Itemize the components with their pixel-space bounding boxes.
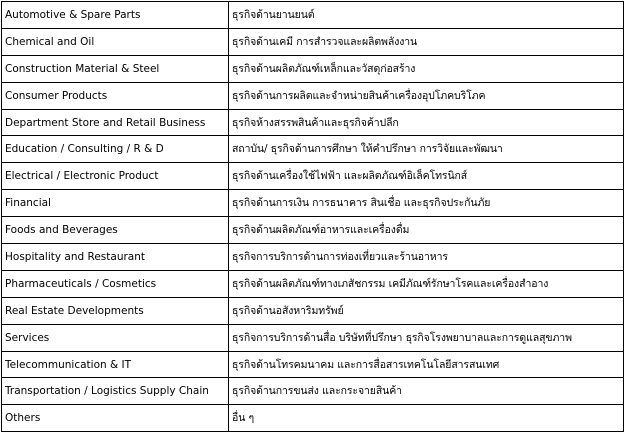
industry-description-th: ธุรกิจด้านเคมี การสำรวจและผลิตพลังงาน [229,28,624,55]
industry-name-en: Services [2,324,229,351]
industry-description-th: ธุรกิจด้านผลิตภัณฑ์ทางเภสัชกรรม เคมีภัณฑ์รักษาโรคและเครื่องสำอาง [229,270,624,297]
industry-name-en: Construction Material & Steel [2,55,229,82]
industry-name-en: Financial [2,190,229,217]
table-row [2,270,624,297]
industry-name-en: Others [2,405,229,432]
industry-name-en: Education / Consulting / R & D [2,136,229,163]
industry-name-en: Department Store and Retail Business [2,109,229,136]
table-row [2,55,624,82]
table-row [2,190,624,217]
table-row [2,324,624,351]
industry-name-en: Chemical and Oil [2,28,229,55]
industry-description-th: ธุรกิจด้านผลิตภัณฑ์เหล็กและวัสดุก่อสร้าง [229,55,624,82]
table-row [2,28,624,55]
table-row [2,109,624,136]
industry-description-th: ธุรกิจห้างสรรพสินค้าและธุรกิจค้าปลีก [229,109,624,136]
industry-name-en: Telecommunication & IT [2,351,229,378]
industry-description-th: ธุรกิจด้านเครื่องใช้ไฟฟ้า และผลิตภัณฑ์อิเล็คโทรนิกส์ [229,163,624,190]
table-row [2,378,624,405]
table-row [2,217,624,244]
industry-name-en: Transportation / Logistics Supply Chain [2,378,229,405]
industry-name-en: Automotive & Spare Parts [2,2,229,29]
industry-name-en: Pharmaceuticals / Cosmetics [2,270,229,297]
industry-name-en: Hospitality and Restaurant [2,244,229,271]
industry-name-en: Electrical / Electronic Product [2,163,229,190]
industry-name-en: Real Estate Developments [2,297,229,324]
industry-description-th: ธุรกิจด้านการขนส่ง และกระจายสินค้า [229,378,624,405]
industry-table [1,1,624,432]
table-row [2,351,624,378]
industry-description-th: อื่น ๆ [229,405,624,432]
industry-name-en: Consumer Products [2,82,229,109]
table-row [2,297,624,324]
industry-description-th: ธุรกิจด้านผลิตภัณฑ์อาหารและเครื่องดื่ม [229,217,624,244]
industry-name-en: Foods and Beverages [2,217,229,244]
table-row [2,136,624,163]
industry-description-th: สถาบัน/ ธุรกิจด้านการศึกษา ให้คำปรึกษา การวิจัยและพัฒนา [229,136,624,163]
table-row [2,244,624,271]
industry-description-th: ธุรกิจด้านยานยนต์ [229,2,624,29]
table-body [2,2,624,432]
table-row [2,405,624,432]
industry-description-th: ธุรกิจด้านโทรคมนาคม และการสื่อสารเทคโนโลยีสารสนเทศ [229,351,624,378]
industry-description-th: ธุรกิจด้านการเงิน การธนาคาร สินเชื่อ และธุรกิจประกันภัย [229,190,624,217]
table-row [2,82,624,109]
table-row [2,163,624,190]
industry-description-th: ธุรกิจการบริการด้านการท่องเที่ยวและร้านอาหาร [229,244,624,271]
industry-description-th: ธุรกิจด้านอสังหาริมทรัพย์ [229,297,624,324]
table-row [2,2,624,29]
industry-description-th: ธุรกิจด้านการผลิตและจำหน่ายสินค้าเครื่องอุปโภคบริโภค [229,82,624,109]
industry-description-th: ธุรกิจการบริการด้านสื่อ บริษัทที่ปรึกษา ธุรกิจโรงพยาบาลและการดูแลสุขภาพ [229,324,624,351]
